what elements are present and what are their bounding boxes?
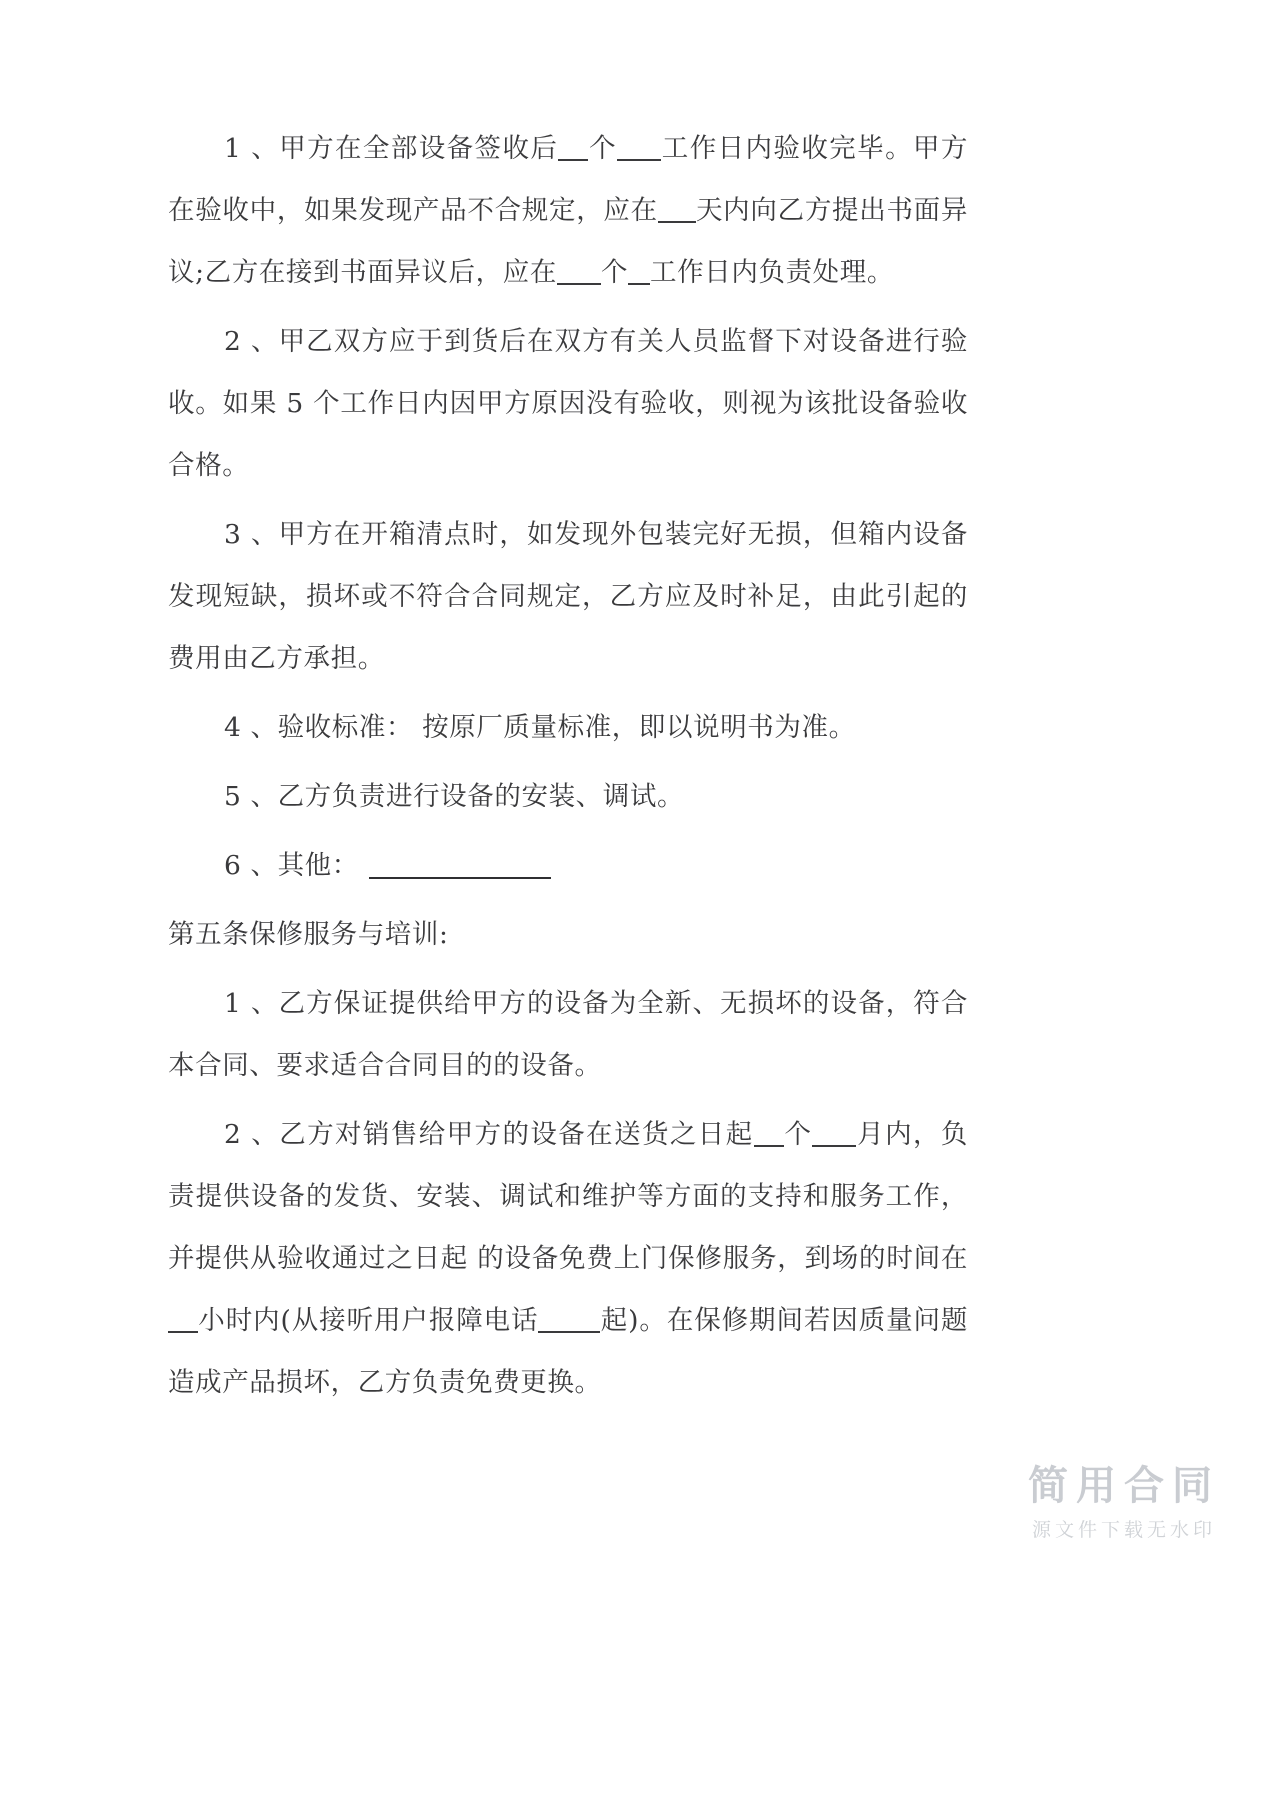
watermark [1028, 1463, 1220, 1542]
section-four-items [168, 118, 968, 897]
clause-item: 2 、乙方对销售给甲方的设备在送货之日起 个 月内，负责提供设备的发货、安装、调试和维护等方面的支持和服务工作，并提供从验收通过之日起 的设备免费上门保修服务，到场的时间在小时内(从接听用户报障电话 起)。在保修期间若因质量问题造成产品损坏，乙方负责免费更换。 [168, 1119, 968, 1398]
watermark-title: 简用合同 [1028, 1463, 1220, 1510]
fill-in-blank [557, 263, 601, 285]
clause-item: 6 、其他： [168, 835, 968, 897]
fill-in-blank [617, 139, 661, 161]
section-five-heading: 第五条保修服务与培训: [168, 919, 449, 950]
fill-in-blank [754, 1125, 784, 1147]
fill-in-blank [628, 263, 650, 285]
watermark-subtitle: 源文件下载无水印 [1031, 1519, 1216, 1542]
clause-item: 1 、甲方在全部设备签收后 个 工作日内验收完毕。甲方在验收中，如果发现产品不合规定，应在 天内向乙方提出书面异议;乙方在接到书面异议后，应在 个 工作日内负责处理。 [168, 133, 968, 288]
clause-item: 4 、验收标准： 按原厂质量标准，即以说明书为准。 [224, 712, 856, 743]
clause-item: 1 、乙方保证提供给甲方的设备为全新、无损坏的设备，符合本合同、要求适合合同目的的设备。 [168, 988, 968, 1081]
fill-in-blank [168, 1311, 198, 1333]
clause-item: 5 、乙方负责进行设备的安装、调试。 [224, 781, 685, 812]
document-body [168, 118, 968, 1421]
fill-in-blank [538, 1311, 600, 1333]
clause-item: 2 、甲乙双方应于到货后在双方有关人员监督下对设备进行验收。如果 5 个工作日内因甲方原因没有验收，则视为该批设备验收合格。 [168, 326, 968, 481]
clause-item: 3 、甲方在开箱清点时，如发现外包装完好无损，但箱内设备发现短缺，损坏或不符合合同规定，乙方应及时补足，由此引起的费用由乙方承担。 [168, 519, 968, 674]
fill-in-blank-long [369, 855, 551, 879]
fill-in-blank [812, 1125, 856, 1147]
section-five-items [168, 973, 968, 1414]
fill-in-blank [658, 201, 696, 223]
fill-in-blank [558, 139, 588, 161]
